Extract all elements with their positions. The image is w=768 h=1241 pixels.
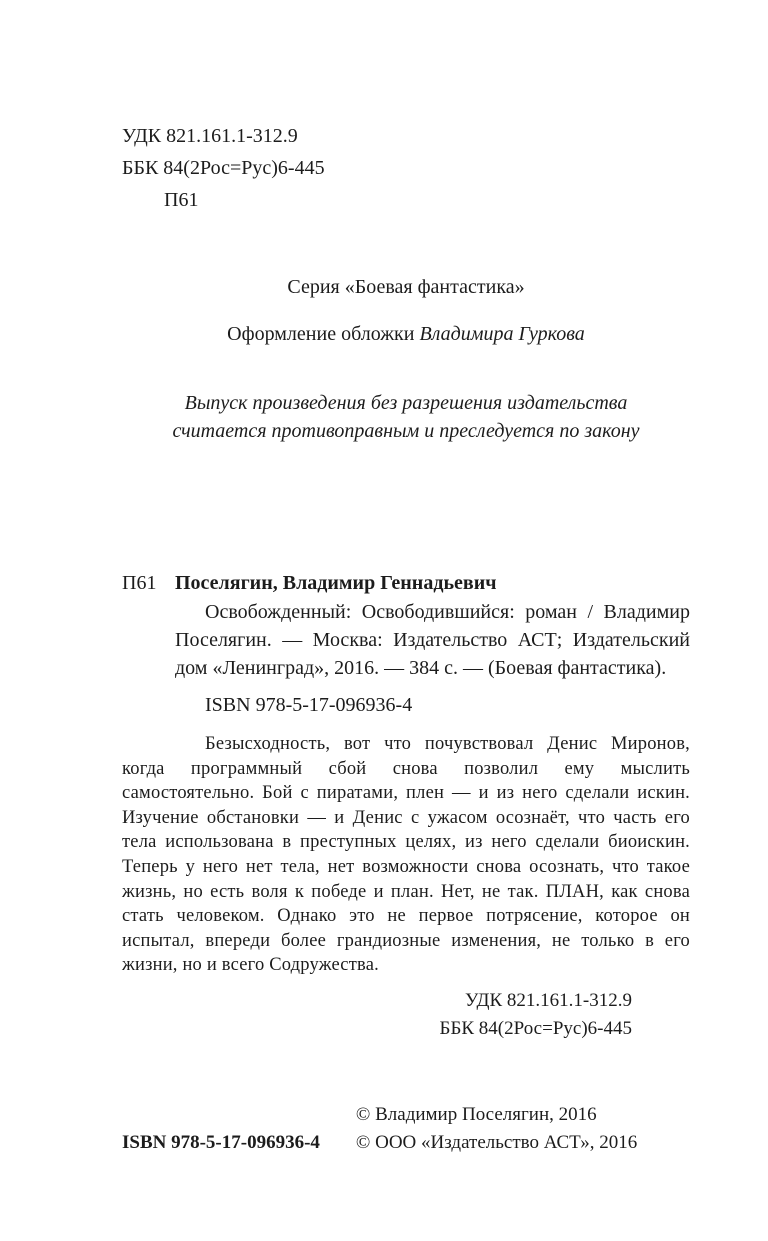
copyright-notices <box>356 1101 637 1157</box>
legal-warning <box>122 389 690 445</box>
cover-design-credit <box>122 321 690 347</box>
catalog-entry-header <box>122 569 690 598</box>
series-title: Серия «Боевая фантастика» <box>287 276 525 298</box>
imprint-codes-bottom <box>122 987 632 1043</box>
isbn-footer: ISBN 978-5-17-096936-4 <box>122 1131 320 1153</box>
imprint-codes-top <box>122 120 690 216</box>
footer-imprint <box>122 1101 690 1157</box>
legal-warning-line-2: считается противоправным и преследуется по закону <box>172 420 640 442</box>
author-name: Поселягин, Владимир Геннадьевич <box>175 572 497 594</box>
cover-designer-name: Владимира Гуркова <box>419 323 585 345</box>
copyright-author: © Владимир Поселягин, 2016 <box>355 1103 597 1125</box>
isbn-catalog: ISBN 978-5-17-096936-4 <box>205 694 413 716</box>
author-sign-top: П61 <box>164 189 199 211</box>
bbk-number-top: ББК 84(2Рос=Рус)6-445 <box>122 157 325 179</box>
udk-number-top: УДК 821.161.1-312.9 <box>122 125 298 147</box>
legal-warning-line-1: Выпуск произведения без разрешения издательства <box>184 392 628 414</box>
bbk-number-bottom: ББК 84(2Рос=Рус)6-445 <box>439 1017 632 1039</box>
bibliographic-description: Освобожденный: Освободившийся: роман / Владимир Поселягин. — Москва: Издательство АСТ; Издательский дом «Ленинград», 2016. — 384 с. — (Боевая фантастика). <box>175 601 690 679</box>
copyright-publisher: © ООО «Издательство АСТ», 2016 <box>355 1131 638 1153</box>
cover-design-label: Оформление обложки <box>227 323 420 345</box>
author-sign-catalog: П61 <box>122 572 157 594</box>
udk-number-bottom: УДК 821.161.1-312.9 <box>465 989 632 1011</box>
book-annotation: Безысходность, вот что почувствовал Денис Миронов, когда программный сбой снова позволил ему мыслить самостоятельно. Бой с пиратами, плен — и из него сделали искин. Изучение обстановки — и Денис с ужасом осознаёт, что часть его тела использована в преступных целях, из него сделали биоискин. Теперь у него нет тела, нет возможности снова осознать, что такое жизнь, но есть воля к победе и план. Нет, не так. ПЛАН, как снова стать человеком. Однако это не первое потрясение, которое он испытал, впереди более грандиозные изменения, не только в его жизни, но и всего Содружества. <box>122 734 690 976</box>
